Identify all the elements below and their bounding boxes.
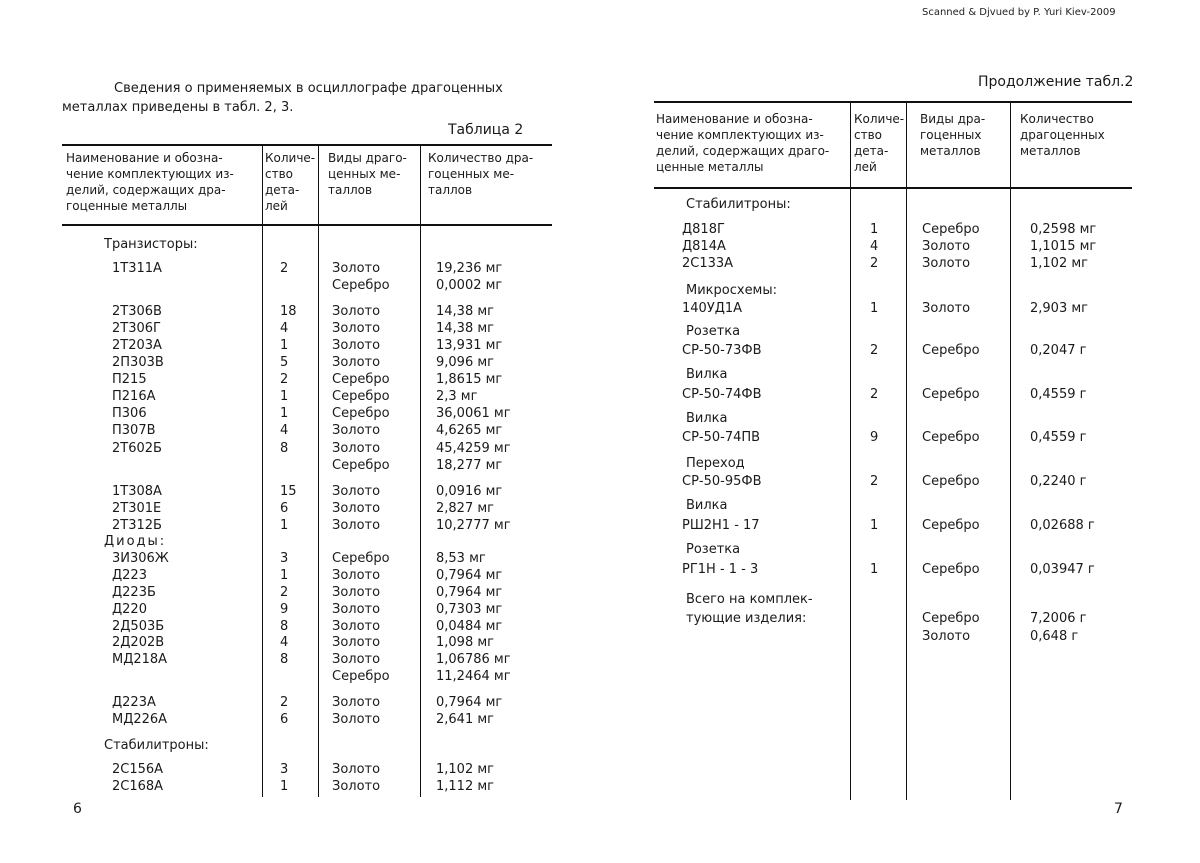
table-row	[600, 429, 1200, 446]
section-heading: Диоды:	[104, 533, 166, 550]
component-name-cell: 2С156А	[112, 761, 163, 778]
table-row	[0, 405, 600, 422]
section-heading: Стабилитроны:	[104, 737, 209, 754]
table-row	[0, 371, 600, 388]
quantity-cell: 1	[280, 517, 288, 534]
quantity-cell: 3	[280, 550, 288, 567]
quantity-cell: 4	[280, 634, 288, 651]
table-row	[0, 517, 600, 534]
metal-type-cell: Золото	[332, 500, 380, 517]
table-row	[0, 422, 600, 439]
metal-amount-cell: 0,648 г	[1030, 628, 1078, 645]
metal-amount-cell: 0,4559 г	[1030, 386, 1086, 403]
section-heading-row	[600, 366, 1200, 383]
section-heading-row	[600, 497, 1200, 514]
table-row	[600, 386, 1200, 403]
metal-amount-cell: 0,7964 мг	[436, 567, 502, 584]
quantity-cell: 1	[280, 388, 288, 405]
metal-type-cell: Серебро	[922, 610, 980, 627]
header-line: Виды драго-	[328, 150, 407, 166]
quantity-cell: 1	[280, 405, 288, 422]
component-name-cell: 3И306Ж	[112, 550, 169, 567]
header-line: лей	[265, 198, 315, 214]
header-line: металлов	[920, 143, 985, 159]
metal-type-cell: Серебро	[332, 388, 390, 405]
metal-type-cell: Серебро	[332, 277, 390, 294]
metal-amount-cell: 9,096 мг	[436, 354, 494, 371]
table-row	[0, 550, 600, 567]
metal-amount-cell: 0,7964 мг	[436, 694, 502, 711]
metal-amount-cell: 1,1015 мг	[1030, 238, 1096, 255]
intro-paragraph	[62, 79, 542, 117]
metal-amount-cell: 0,02688 г	[1030, 517, 1095, 534]
quantity-cell: 1	[870, 561, 878, 578]
header-line: чение комплектующих из-	[656, 127, 829, 143]
component-name-cell: 2Т203А	[112, 337, 162, 354]
table-row	[0, 694, 600, 711]
metal-amount-cell: 18,277 мг	[436, 457, 502, 474]
component-name-cell: 2Д503Б	[112, 618, 164, 635]
table-row	[0, 778, 600, 795]
header-metal-amount	[428, 150, 533, 198]
metal-type-cell: Золото	[332, 601, 380, 618]
header-line: ство	[854, 127, 904, 143]
quantity-cell: 9	[870, 429, 878, 446]
metal-type-cell: Серебро	[922, 429, 980, 446]
metal-type-cell: Серебро	[922, 386, 980, 403]
quantity-cell: 15	[280, 483, 297, 500]
metal-type-cell: Серебро	[922, 473, 980, 490]
quantity-cell: 2	[870, 386, 878, 403]
metal-amount-cell: 10,2777 мг	[436, 517, 511, 534]
table-row	[0, 601, 600, 618]
header-line: ценных ме-	[328, 166, 407, 182]
quantity-cell: 1	[280, 337, 288, 354]
quantity-cell: 1	[870, 221, 878, 238]
table-row	[0, 584, 600, 601]
header-line: Количе-	[265, 150, 315, 166]
metal-amount-cell: 0,7964 мг	[436, 584, 502, 601]
header-line: гоценных	[920, 127, 985, 143]
component-name-cell: РШ2Н1 - 17	[682, 517, 760, 534]
table-row	[600, 300, 1200, 317]
component-name-cell: 2С168А	[112, 778, 163, 795]
metal-type-cell: Золото	[922, 255, 970, 272]
quantity-cell: 1	[280, 567, 288, 584]
component-name-cell: П306	[112, 405, 147, 422]
metal-type-cell: Золото	[332, 354, 380, 371]
table-row	[0, 711, 600, 728]
table-row	[600, 473, 1200, 490]
quantity-cell: 4	[870, 238, 878, 255]
table-row	[0, 761, 600, 778]
table-row	[0, 440, 600, 457]
metal-type-cell: Золото	[332, 694, 380, 711]
table-row	[0, 567, 600, 584]
metal-type-cell: Золото	[332, 320, 380, 337]
table-row	[0, 260, 600, 277]
table-row	[600, 628, 1200, 645]
component-name-cell: СР-50-74ФВ	[682, 386, 762, 403]
section-heading: Розетка	[686, 323, 740, 340]
table-top-rule	[654, 101, 1132, 103]
component-name-cell: 2Т306В	[112, 303, 162, 320]
table-row	[600, 517, 1200, 534]
header-line: делий, содержащих драго-	[656, 143, 829, 159]
quantity-cell: 1	[870, 300, 878, 317]
metal-type-cell: Золото	[922, 238, 970, 255]
metal-amount-cell: 0,7303 мг	[436, 601, 502, 618]
metal-type-cell: Золото	[922, 628, 970, 645]
quantity-cell: 18	[280, 303, 297, 320]
table-row	[0, 651, 600, 668]
metal-type-cell: Серебро	[332, 405, 390, 422]
header-name	[66, 150, 234, 214]
metal-amount-cell: 0,0916 мг	[436, 483, 502, 500]
page-number: 6	[73, 801, 82, 817]
table-title: Продолжение табл.2	[978, 74, 1133, 90]
metal-amount-cell: 2,903 мг	[1030, 300, 1088, 317]
component-name-cell: МД226А	[112, 711, 167, 728]
quantity-cell: 2	[280, 371, 288, 388]
header-line: делий, содержащих дра-	[66, 182, 234, 198]
metal-amount-cell: 1,8615 мг	[436, 371, 502, 388]
metal-type-cell: Золото	[332, 618, 380, 635]
component-name-cell: 2С133А	[682, 255, 733, 272]
metal-amount-cell: 0,4559 г	[1030, 429, 1086, 446]
component-name-cell: СР-50-73ФВ	[682, 342, 762, 359]
component-name-cell: СР-50-95ФВ	[682, 473, 762, 490]
table-row	[600, 221, 1200, 238]
header-line: Количество дра-	[428, 150, 533, 166]
section-heading-row	[600, 323, 1200, 340]
quantity-cell: 1	[280, 778, 288, 795]
header-name	[656, 111, 829, 175]
metal-amount-cell: 1,098 мг	[436, 634, 494, 651]
component-name-cell: 1Т308А	[112, 483, 162, 500]
section-heading-row	[600, 410, 1200, 427]
table-row	[0, 483, 600, 500]
metal-type-cell: Серебро	[332, 668, 390, 685]
quantity-cell: 2	[280, 694, 288, 711]
metal-amount-cell: 4,6265 мг	[436, 422, 502, 439]
section-heading-row	[0, 533, 600, 550]
metal-amount-cell: 2,827 мг	[436, 500, 494, 517]
section-heading-row	[600, 196, 1200, 213]
header-quantity	[265, 150, 315, 214]
component-name-cell: П215	[112, 371, 147, 388]
table-row	[0, 320, 600, 337]
table-row	[600, 610, 1200, 627]
metal-amount-cell: 1,102 мг	[436, 761, 494, 778]
section-heading: Переход	[686, 455, 745, 472]
metal-type-cell: Серебро	[332, 371, 390, 388]
metal-type-cell: Золото	[332, 483, 380, 500]
table-row	[0, 668, 600, 685]
metal-amount-cell: 7,2006 г	[1030, 610, 1086, 627]
section-heading-row	[0, 737, 600, 754]
metal-type-cell: Золото	[332, 303, 380, 320]
table-row	[0, 354, 600, 371]
header-line: дета-	[265, 182, 315, 198]
section-heading-row	[600, 282, 1200, 299]
right-page	[600, 0, 1200, 863]
intro-line-1: Сведения о применяемых в осциллографе драгоценных	[62, 79, 542, 98]
table-row	[0, 337, 600, 354]
metal-amount-cell: 14,38 мг	[436, 303, 494, 320]
table-header-rule	[654, 187, 1132, 189]
quantity-cell: 6	[280, 500, 288, 517]
quantity-cell: 9	[280, 601, 288, 618]
header-quantity	[854, 111, 904, 175]
metal-amount-cell: 0,2047 г	[1030, 342, 1086, 359]
metal-amount-cell: 14,38 мг	[436, 320, 494, 337]
header-metal-amount	[1020, 111, 1105, 159]
table-row	[600, 255, 1200, 272]
header-line: Количество	[1020, 111, 1105, 127]
quantity-cell: 2	[870, 473, 878, 490]
header-line: гоценные металлы	[66, 198, 234, 214]
metal-amount-cell: 0,03947 г	[1030, 561, 1095, 578]
component-name-cell: П216А	[112, 388, 155, 405]
metal-amount-cell: 0,2240 г	[1030, 473, 1086, 490]
component-name-cell: СР-50-74ПВ	[682, 429, 760, 446]
metal-type-cell: Золото	[332, 778, 380, 795]
section-heading: Стабилитроны:	[686, 196, 791, 213]
quantity-cell: 5	[280, 354, 288, 371]
left-page	[0, 0, 600, 863]
metal-type-cell: Золото	[332, 651, 380, 668]
table-header-rule	[62, 224, 552, 226]
section-heading: Вилка	[686, 410, 728, 427]
section-heading-row	[600, 591, 1200, 608]
component-name-cell: Д818Г	[682, 221, 725, 238]
header-line: дета-	[854, 143, 904, 159]
metal-type-cell: Золото	[332, 761, 380, 778]
metal-type-cell: Золото	[332, 634, 380, 651]
quantity-cell: 2	[280, 260, 288, 277]
table-row	[600, 342, 1200, 359]
table-row	[0, 457, 600, 474]
metal-type-cell: Золото	[332, 260, 380, 277]
table-row	[0, 500, 600, 517]
metal-type-cell: Золото	[922, 300, 970, 317]
table-row	[600, 561, 1200, 578]
metal-type-cell: Золото	[332, 337, 380, 354]
metal-amount-cell: 2,3 мг	[436, 388, 477, 405]
component-name-cell: Д223Б	[112, 584, 156, 601]
section-heading: Розетка	[686, 541, 740, 558]
component-name-cell: Д223А	[112, 694, 156, 711]
header-line: таллов	[328, 182, 407, 198]
header-line: ство	[265, 166, 315, 182]
component-name-cell: 2П303В	[112, 354, 164, 371]
metal-type-cell: Серебро	[332, 550, 390, 567]
component-name-cell: 2Т306Г	[112, 320, 161, 337]
header-line: ценные металлы	[656, 159, 829, 175]
component-name-cell: МД218А	[112, 651, 167, 668]
metal-amount-cell: 2,641 мг	[436, 711, 494, 728]
component-name-cell: Д814А	[682, 238, 726, 255]
header-line: Виды дра-	[920, 111, 985, 127]
table-row	[0, 618, 600, 635]
header-line: чение комплектующих из-	[66, 166, 234, 182]
quantity-cell: 4	[280, 422, 288, 439]
metal-amount-cell: 45,4259 мг	[436, 440, 511, 457]
section-heading: Микросхемы:	[686, 282, 777, 299]
metal-type-cell: Серебро	[922, 342, 980, 359]
section-heading: Всего на комплек-	[686, 591, 813, 608]
metal-amount-cell: 0,0002 мг	[436, 277, 502, 294]
metal-type-cell: Серебро	[922, 221, 980, 238]
table-row	[600, 238, 1200, 255]
section-heading: Вилка	[686, 497, 728, 514]
header-line: Наименование и обозна-	[656, 111, 829, 127]
metal-amount-cell: 19,236 мг	[436, 260, 502, 277]
header-line: драгоценных	[1020, 127, 1105, 143]
metal-amount-cell: 1,06786 мг	[436, 651, 511, 668]
metal-amount-cell: 11,2464 мг	[436, 668, 511, 685]
component-name-cell: 2Т602Б	[112, 440, 162, 457]
metal-type-cell: Золото	[332, 517, 380, 534]
section-heading-row	[600, 455, 1200, 472]
quantity-cell: 6	[280, 711, 288, 728]
section-heading-row	[0, 236, 600, 253]
component-name-cell: Д223	[112, 567, 147, 584]
header-metal-type	[328, 150, 407, 198]
metal-type-cell: Серебро	[922, 561, 980, 578]
metal-type-cell: Золото	[332, 422, 380, 439]
component-name-cell: П307В	[112, 422, 156, 439]
quantity-cell: 3	[280, 761, 288, 778]
metal-amount-cell: 13,931 мг	[436, 337, 502, 354]
quantity-cell: 2	[280, 584, 288, 601]
quantity-cell: 8	[280, 440, 288, 457]
metal-amount-cell: 8,53 мг	[436, 550, 486, 567]
table-top-rule	[62, 144, 552, 146]
table-row	[0, 277, 600, 294]
quantity-cell: 2	[870, 255, 878, 272]
metal-amount-cell: 0,0484 мг	[436, 618, 502, 635]
header-line: Количе-	[854, 111, 904, 127]
scan-credit: Scanned & Djvued by P. Yuri Kiev-2009	[922, 7, 1116, 18]
quantity-cell: 2	[870, 342, 878, 359]
section-heading: тующие изделия:	[686, 610, 806, 627]
page-number: 7	[1114, 801, 1123, 817]
section-heading-row	[600, 541, 1200, 558]
section-heading: Транзисторы:	[104, 236, 198, 253]
component-name-cell: РГ1Н - 1 - 3	[682, 561, 758, 578]
component-name-cell: 140УД1А	[682, 300, 742, 317]
section-heading: Вилка	[686, 366, 728, 383]
table-row	[0, 303, 600, 320]
metal-type-cell: Золото	[332, 584, 380, 601]
header-line: таллов	[428, 182, 533, 198]
quantity-cell: 8	[280, 618, 288, 635]
metal-amount-cell: 1,102 мг	[1030, 255, 1088, 272]
metal-amount-cell: 36,0061 мг	[436, 405, 511, 422]
intro-line-2: металлах приведены в табл. 2, 3.	[62, 98, 542, 117]
component-name-cell: 2Д202В	[112, 634, 164, 651]
component-name-cell: 1Т311А	[112, 260, 162, 277]
quantity-cell: 8	[280, 651, 288, 668]
table-title: Таблица 2	[448, 122, 523, 138]
metal-type-cell: Золото	[332, 567, 380, 584]
metal-type-cell: Золото	[332, 711, 380, 728]
quantity-cell: 4	[280, 320, 288, 337]
metal-amount-cell: 1,112 мг	[436, 778, 494, 795]
metal-type-cell: Серебро	[332, 457, 390, 474]
table-row	[0, 388, 600, 405]
header-line: гоценных ме-	[428, 166, 533, 182]
header-line: металлов	[1020, 143, 1105, 159]
quantity-cell: 1	[870, 517, 878, 534]
component-name-cell: 2Т312Б	[112, 517, 162, 534]
component-name-cell: Д220	[112, 601, 147, 618]
component-name-cell: 2Т301Е	[112, 500, 161, 517]
header-line: лей	[854, 159, 904, 175]
metal-amount-cell: 0,2598 мг	[1030, 221, 1096, 238]
metal-type-cell: Золото	[332, 440, 380, 457]
table-row	[0, 634, 600, 651]
header-metal-type	[920, 111, 985, 159]
metal-type-cell: Серебро	[922, 517, 980, 534]
header-line: Наименование и обозна-	[66, 150, 234, 166]
